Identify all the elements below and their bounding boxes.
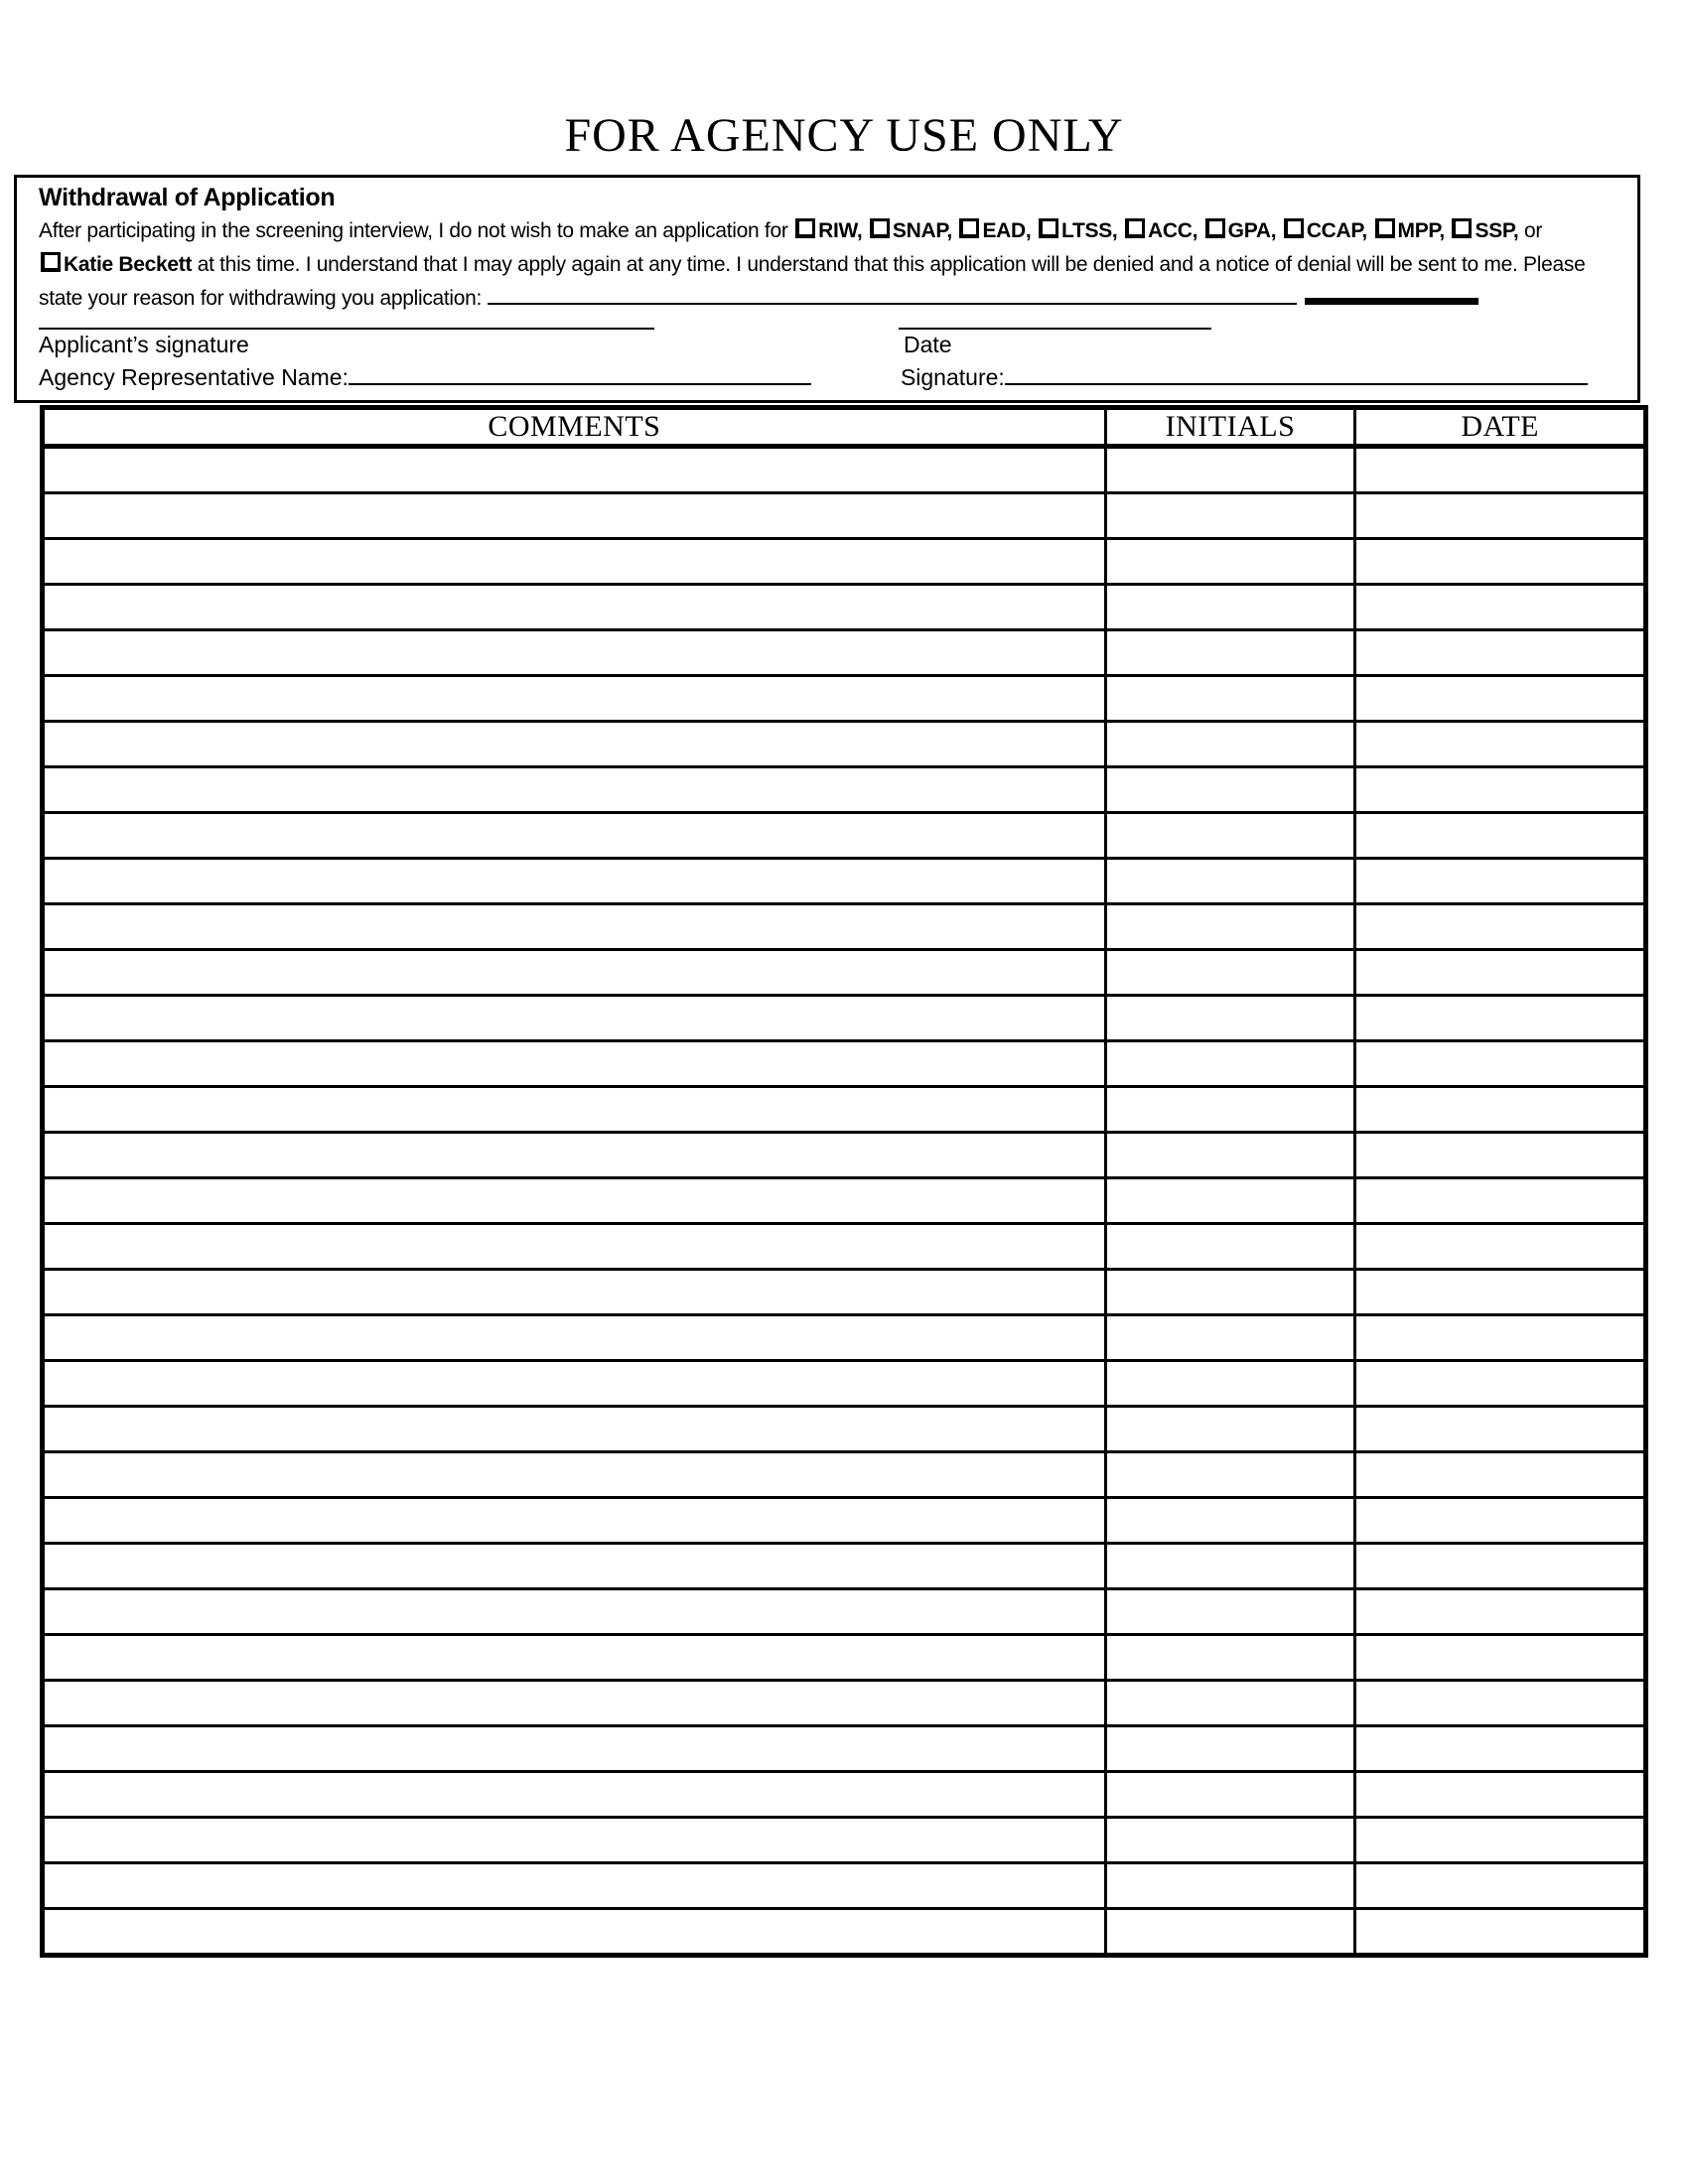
comment-cell[interactable]: [43, 1818, 1106, 1863]
reason-blank-line[interactable]: [488, 300, 1297, 305]
initials-cell[interactable]: [1105, 493, 1355, 539]
comment-cell[interactable]: [43, 1452, 1106, 1498]
initials-cell[interactable]: [1105, 996, 1355, 1041]
table-row: [43, 630, 1646, 676]
initials-cell[interactable]: [1105, 1863, 1355, 1909]
initials-cell[interactable]: [1105, 447, 1355, 493]
date-cell[interactable]: [1355, 1909, 1646, 1956]
checkbox-icon[interactable]: [1284, 218, 1304, 238]
comment-cell[interactable]: [43, 1133, 1106, 1178]
date-cell[interactable]: [1355, 1452, 1646, 1498]
table-row: [43, 1772, 1646, 1818]
table-row: [43, 1224, 1646, 1270]
comment-cell[interactable]: [43, 1589, 1106, 1635]
comment-cell[interactable]: [43, 996, 1106, 1041]
comment-cell[interactable]: [43, 767, 1106, 813]
initials-cell[interactable]: [1105, 539, 1355, 585]
withdrawal-intro-text: After participating in the screening interview, I do not wish to make an application for: [39, 219, 788, 242]
checkbox-icon[interactable]: [1039, 218, 1058, 238]
initials-cell[interactable]: [1105, 859, 1355, 904]
initials-cell[interactable]: [1105, 1498, 1355, 1544]
table-row: [43, 1498, 1646, 1544]
initials-cell[interactable]: [1105, 1270, 1355, 1315]
date-cell[interactable]: [1355, 1270, 1646, 1315]
initials-cell[interactable]: [1105, 630, 1355, 676]
date-cell[interactable]: [1355, 1772, 1646, 1818]
withdrawal-body: [39, 214, 1616, 316]
checkbox-icon[interactable]: [1125, 218, 1145, 238]
comment-cell[interactable]: [43, 1178, 1106, 1224]
signature-labels-row: [39, 331, 1616, 358]
table-row: [43, 859, 1646, 904]
initials-cell[interactable]: [1105, 1361, 1355, 1407]
comment-cell[interactable]: [43, 676, 1106, 722]
initials-cell[interactable]: [1105, 1726, 1355, 1772]
initials-cell[interactable]: [1105, 1635, 1355, 1681]
date-cell[interactable]: [1355, 1087, 1646, 1133]
comments-table: [40, 405, 1648, 1958]
table-row: [43, 1635, 1646, 1681]
date-cell[interactable]: [1355, 630, 1646, 676]
signature-rules-row: [39, 328, 1616, 330]
table-row: [43, 1726, 1646, 1772]
initials-cell[interactable]: [1105, 1041, 1355, 1087]
table-row: [43, 447, 1646, 493]
initials-cell[interactable]: [1105, 767, 1355, 813]
comments-table-header: [43, 408, 1646, 447]
comment-cell[interactable]: [43, 1315, 1106, 1361]
table-row: [43, 1087, 1646, 1133]
table-row: [43, 722, 1646, 767]
date-cell[interactable]: [1355, 1178, 1646, 1224]
comment-cell[interactable]: [43, 1041, 1106, 1087]
initials-cell[interactable]: [1105, 1681, 1355, 1726]
initials-cell[interactable]: [1105, 1452, 1355, 1498]
comment-cell[interactable]: [43, 722, 1106, 767]
date-label: Date: [904, 332, 952, 357]
date-cell[interactable]: [1355, 904, 1646, 950]
date-cell[interactable]: [1355, 950, 1646, 996]
table-row: [43, 904, 1646, 950]
comment-cell[interactable]: [43, 585, 1106, 630]
col-header-date: DATE: [1355, 408, 1646, 447]
date-cell[interactable]: [1355, 1498, 1646, 1544]
program-option-mpp: MPP,: [1373, 219, 1445, 242]
date-cell[interactable]: [1355, 1407, 1646, 1452]
comment-cell[interactable]: [43, 630, 1106, 676]
table-row: [43, 1452, 1646, 1498]
date-cell[interactable]: [1355, 996, 1646, 1041]
page-title: FOR AGENCY USE ONLY: [564, 109, 1124, 162]
col-header-initials: INITIALS: [1105, 408, 1355, 447]
program-option-riw: RIW,: [793, 219, 862, 242]
initials-cell[interactable]: [1105, 1407, 1355, 1452]
initials-cell[interactable]: [1105, 1133, 1355, 1178]
header-row: [43, 408, 1646, 447]
program-option-acc: ACC,: [1123, 219, 1197, 242]
initials-cell[interactable]: [1105, 1178, 1355, 1224]
date-cell[interactable]: [1355, 1681, 1646, 1726]
program-option-snap: SNAP,: [868, 219, 952, 242]
comment-cell[interactable]: [43, 1635, 1106, 1681]
table-row: [43, 1041, 1646, 1087]
date-cell[interactable]: [1355, 1361, 1646, 1407]
date-cell[interactable]: [1355, 585, 1646, 630]
date-cell[interactable]: [1355, 1315, 1646, 1361]
date-cell[interactable]: [1355, 1041, 1646, 1087]
comment-cell[interactable]: [43, 1407, 1106, 1452]
table-row: [43, 1681, 1646, 1726]
program-option-ccap: CCAP,: [1282, 219, 1367, 242]
comment-cell[interactable]: [43, 1087, 1106, 1133]
date-line[interactable]: [899, 328, 1211, 330]
initials-cell[interactable]: [1105, 722, 1355, 767]
program-option-ltss: LTSS,: [1037, 219, 1117, 242]
agency-rep-row: [39, 363, 1616, 391]
initials-cell[interactable]: [1105, 1818, 1355, 1863]
comment-cell[interactable]: [43, 1498, 1106, 1544]
initials-cell[interactable]: [1105, 1224, 1355, 1270]
initials-cell[interactable]: [1105, 950, 1355, 996]
agency-rep-name-label: Agency Representative Name:: [39, 364, 349, 390]
comment-cell[interactable]: [43, 1863, 1106, 1909]
table-row: [43, 676, 1646, 722]
date-cell[interactable]: [1355, 1133, 1646, 1178]
comment-cell[interactable]: [43, 1270, 1106, 1315]
comment-cell[interactable]: [43, 859, 1106, 904]
comment-cell[interactable]: [43, 539, 1106, 585]
withdrawal-heading: Withdrawal of Application: [39, 184, 336, 211]
applicant-signature-label: Applicant’s signature: [39, 332, 249, 357]
date-cell[interactable]: [1355, 1224, 1646, 1270]
date-cell[interactable]: [1355, 1544, 1646, 1589]
table-row: [43, 1133, 1646, 1178]
table-row: [43, 1178, 1646, 1224]
date-cell[interactable]: [1355, 767, 1646, 813]
checkbox-icon[interactable]: [1205, 218, 1225, 238]
date-cell[interactable]: [1355, 722, 1646, 767]
checkbox-icon[interactable]: [1375, 218, 1395, 238]
date-cell[interactable]: [1355, 493, 1646, 539]
table-row: [43, 1407, 1646, 1452]
initials-cell[interactable]: [1105, 676, 1355, 722]
comments-table-body: [43, 447, 1646, 1956]
withdrawal-section: [14, 175, 1640, 403]
conjunction-text: or: [1523, 219, 1543, 242]
date-cell[interactable]: [1355, 1863, 1646, 1909]
checkbox-icon[interactable]: [41, 252, 61, 272]
col-header-comments: COMMENTS: [43, 408, 1106, 447]
program-option-katie-beckett: Katie Beckett: [39, 253, 192, 276]
comment-cell[interactable]: [43, 1361, 1106, 1407]
date-cell[interactable]: [1355, 1635, 1646, 1681]
signature-label: Signature:: [900, 364, 1005, 390]
table-row: [43, 1863, 1646, 1909]
table-row: [43, 585, 1646, 630]
table-row: [43, 1361, 1646, 1407]
table-row: [43, 1270, 1646, 1315]
comment-cell[interactable]: [43, 1726, 1106, 1772]
table-row: [43, 1544, 1646, 1589]
initials-cell[interactable]: [1105, 585, 1355, 630]
comment-cell[interactable]: [43, 1544, 1106, 1589]
initials-cell[interactable]: [1105, 1589, 1355, 1635]
checkbox-icon[interactable]: [870, 218, 890, 238]
program-option-ead: EAD,: [957, 219, 1031, 242]
table-row: [43, 493, 1646, 539]
checkbox-icon[interactable]: [1452, 218, 1472, 238]
withdrawal-body-text: at this time. I understand that I may apply again at any time. I understand that this application will be denied and a notice of denial will be sent to me. Please state your reason for withdrawing you application:: [39, 253, 1586, 310]
table-row: [43, 1315, 1646, 1361]
date-cell[interactable]: [1355, 539, 1646, 585]
table-row: [43, 1818, 1646, 1863]
comment-cell[interactable]: [43, 1909, 1106, 1956]
signature-line[interactable]: [1005, 383, 1588, 385]
comment-cell[interactable]: [43, 447, 1106, 493]
comment-cell[interactable]: [43, 1772, 1106, 1818]
program-option-gpa: GPA,: [1203, 219, 1277, 242]
initials-cell[interactable]: [1105, 1087, 1355, 1133]
comment-cell[interactable]: [43, 950, 1106, 996]
checkbox-icon[interactable]: [959, 218, 979, 238]
date-cell[interactable]: [1355, 1726, 1646, 1772]
initials-cell[interactable]: [1105, 1315, 1355, 1361]
date-cell[interactable]: [1355, 676, 1646, 722]
table-row: [43, 1909, 1646, 1956]
initials-cell[interactable]: [1105, 1544, 1355, 1589]
table-row: [43, 539, 1646, 585]
agency-rep-name-line[interactable]: [349, 383, 811, 385]
date-cell[interactable]: [1355, 1589, 1646, 1635]
initials-cell[interactable]: [1105, 1772, 1355, 1818]
table-row: [43, 950, 1646, 996]
checkbox-icon[interactable]: [795, 218, 815, 238]
comment-cell[interactable]: [43, 1224, 1106, 1270]
table-row: [43, 767, 1646, 813]
date-cell[interactable]: [1355, 859, 1646, 904]
table-row: [43, 813, 1646, 859]
comment-cell[interactable]: [43, 813, 1106, 859]
initials-cell[interactable]: [1105, 813, 1355, 859]
date-cell[interactable]: [1355, 447, 1646, 493]
reason-blank-line-bold[interactable]: [1305, 295, 1478, 305]
date-cell[interactable]: [1355, 813, 1646, 859]
table-row: [43, 1589, 1646, 1635]
initials-cell[interactable]: [1105, 1909, 1355, 1956]
comment-cell[interactable]: [43, 904, 1106, 950]
date-cell[interactable]: [1355, 1818, 1646, 1863]
initials-cell[interactable]: [1105, 904, 1355, 950]
comment-cell[interactable]: [43, 1681, 1106, 1726]
comment-cell[interactable]: [43, 493, 1106, 539]
applicant-signature-line[interactable]: [39, 328, 654, 330]
program-option-ssp: SSP,: [1450, 219, 1518, 242]
table-row: [43, 996, 1646, 1041]
